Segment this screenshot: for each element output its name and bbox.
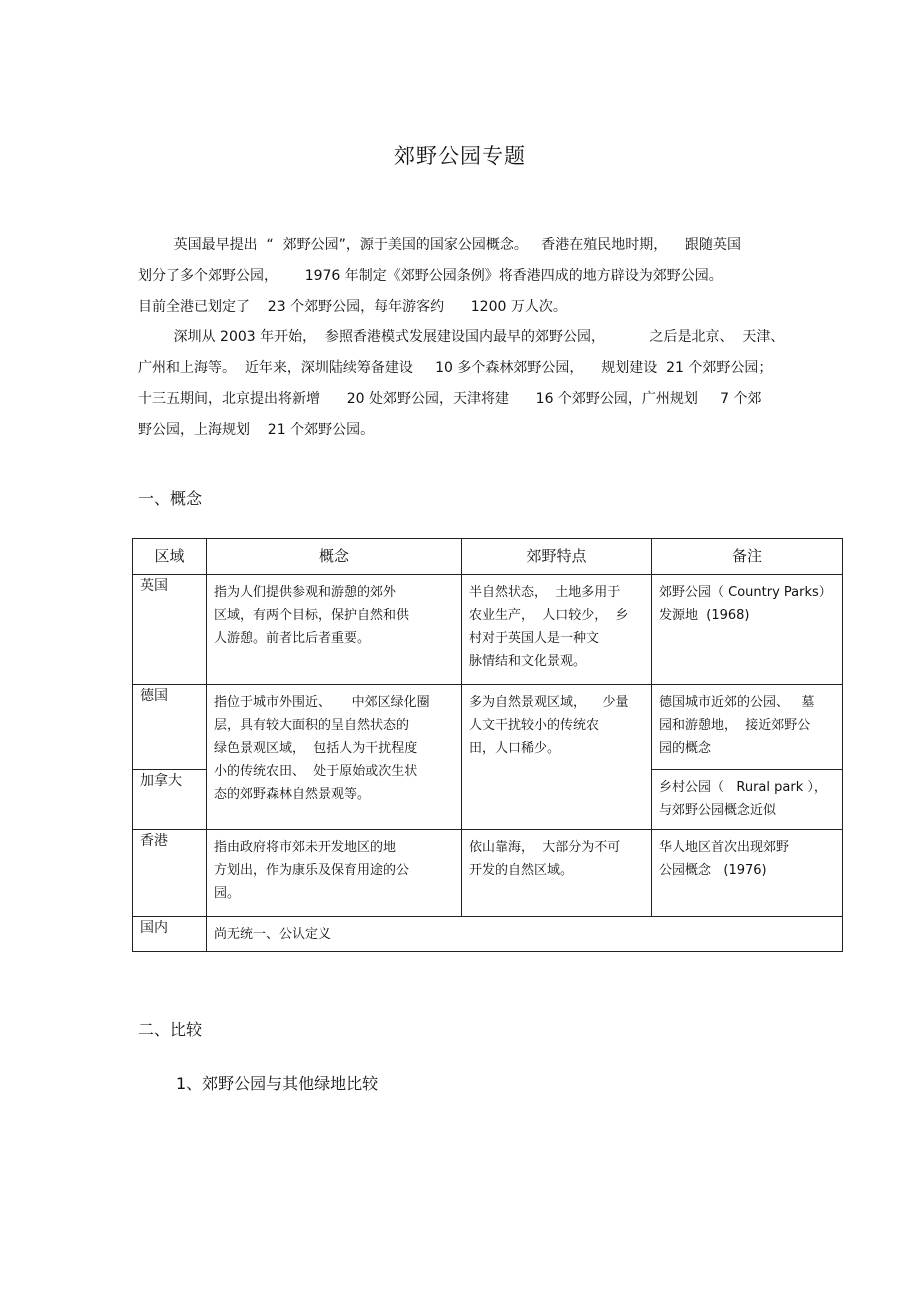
- features-germany-canada: 多为自然景观区域， 少量 人文干扰较小的传统农 田，人口稀少。: [462, 685, 652, 830]
- table-row-hongkong: [133, 830, 843, 917]
- intro-line: 深圳从 2003 年开始， 参照香港模式发展建设国内最早的郊野公园， 之后是北京、 天津、: [138, 329, 785, 345]
- intro-line: 划分了多个郊野公园， 1976 年制定《郊野公园条例》将香港四成的地方辟设为郊野公园。: [138, 268, 723, 284]
- intro-line: 广州和上海等。 近年来，深圳陆续筹备建设 10 多个森林郊野公园， 规划建设 21 个郊野公园；: [138, 360, 773, 376]
- subsection-heading-comparison: 1、郊野公园与其他绿地比较: [176, 1074, 379, 1093]
- notes-canada: 乡村公园（ Rural park ）， 与郊野公园概念近似: [652, 770, 843, 830]
- table-row-domestic: [133, 917, 843, 952]
- table-row-uk: [133, 575, 843, 685]
- page-title: 郊野公园专题: [394, 144, 526, 168]
- region-uk: 英国: [133, 575, 207, 685]
- region-canada: 加拿大: [133, 770, 207, 830]
- header-features: 郊野特点: [462, 539, 652, 575]
- header-region: 区域: [133, 539, 207, 575]
- features-hongkong: 依山靠海， 大部分为不可 开发的自然区域。: [462, 830, 652, 917]
- header-notes: 备注: [652, 539, 843, 575]
- section-heading-comparison: 二、比较: [138, 1020, 203, 1039]
- intro-paragraph-1: [138, 230, 778, 323]
- intro-paragraph-2: [138, 322, 785, 446]
- intro-line: 目前全港已划定了 23 个郊野公园，每年游客约 1200 万人次。: [138, 299, 567, 315]
- concept-table: [132, 538, 843, 952]
- concept-domestic: 尚无统一、公认定义: [207, 917, 843, 952]
- intro-line: 野公园，上海规划 21 个郊野公园。: [138, 422, 375, 438]
- notes-hongkong: 华人地区首次出现郊野 公园概念 (1976): [652, 830, 843, 917]
- concept-uk: 指为人们提供参观和游憩的郊外 区域，有两个目标，保护自然和供 人游憩。前者比后者重要。: [207, 575, 462, 685]
- region-hongkong: 香港: [133, 830, 207, 917]
- intro-line: 英国最早提出 “ 郊野公园”，源于美国的国家公园概念。 香港在殖民地时期， 跟随英国: [138, 237, 742, 253]
- region-germany: 德国: [133, 685, 207, 770]
- region-domestic: 国内: [133, 917, 207, 952]
- concept-germany-canada: 指位于城市外围近、 中郊区绿化圈 层，具有较大面积的呈自然状态的 绿色景观区域， 包括人为干扰程度 小的传统农田、 处于原始或次生状 态的郊野森林自然景观等。: [207, 685, 462, 830]
- table-row-germany: [133, 685, 843, 770]
- features-uk: 半自然状态， 土地多用于 农业生产， 人口较少， 乡 村对于英国人是一种文 脉情结和文化景观。: [462, 575, 652, 685]
- concept-hongkong: 指由政府将市郊未开发地区的地 方划出，作为康乐及保育用途的公 园。: [207, 830, 462, 917]
- section-heading-concept: 一、概念: [138, 489, 203, 508]
- header-concept: 概念: [207, 539, 462, 575]
- intro-line: 十三五期间，北京提出将新增 20 处郊野公园，天津将建 16 个郊野公园，广州规划 7 个郊: [138, 391, 762, 407]
- table-header-row: [133, 539, 843, 575]
- notes-germany: 德国城市近郊的公园、 墓 园和游憩地， 接近郊野公 园的概念: [652, 685, 843, 770]
- notes-uk: 郊野公园（ Country Parks） 发源地 (1968): [652, 575, 843, 685]
